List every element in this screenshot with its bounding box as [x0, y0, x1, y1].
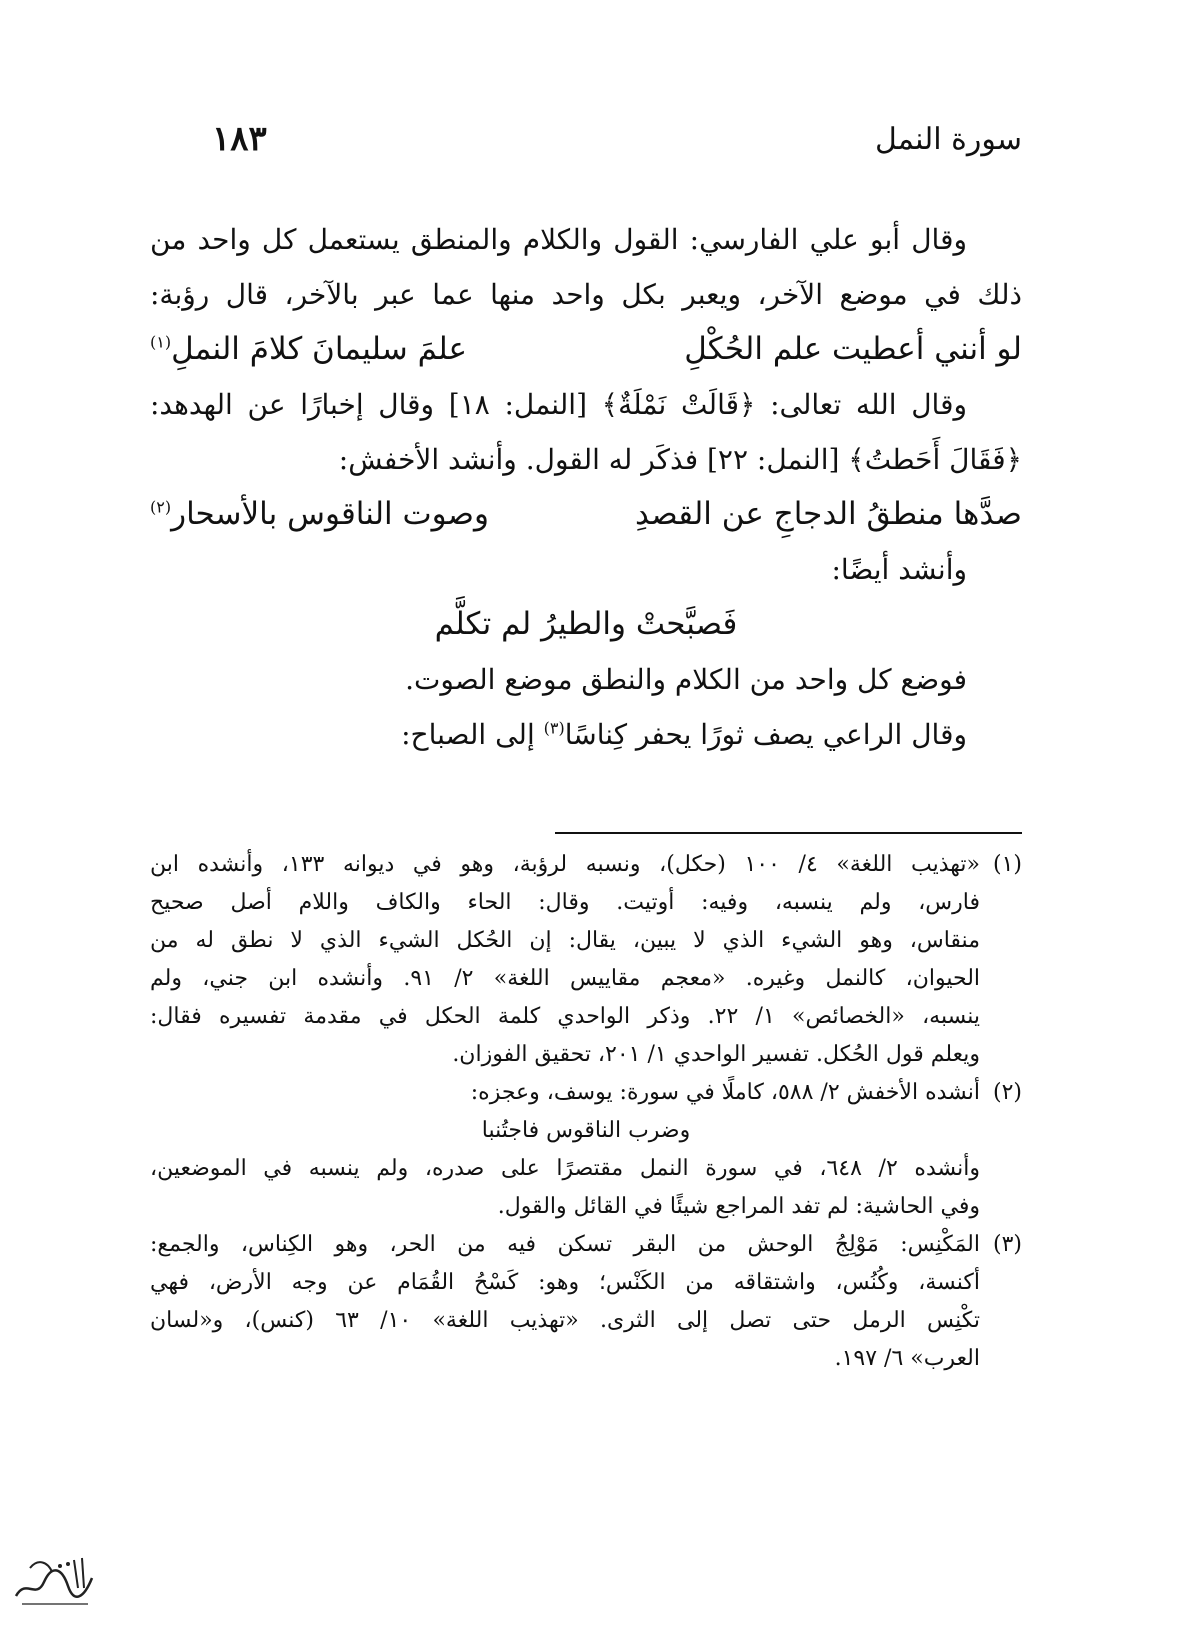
footnote-text: «تهذيب اللغة» ٤/ ١٠٠ (حكل)، ونسبه لرؤبة، وهو في ديوانه ١٣٣، وأنشده ابن — [150, 852, 981, 877]
footnote-line: منقاس، وهو الشيء الذي لا يبين، يقال: إن الحُكل الشيء الذي لا نطق له من — [150, 928, 980, 953]
footnote-line — [150, 1226, 1022, 1264]
paragraph-line: وقال أبو علي الفارسي: القول والكلام والمنطق يستعمل كل واحد من — [150, 223, 967, 256]
footnote-line: العرب» ٦/ ١٩٧. — [834, 1346, 980, 1371]
paragraph-line: وأنشد أيضًا: — [831, 553, 967, 586]
footnote-line: الحيوان، كالنمل وغيره. «معجم مقاييس اللغة» ٢/ ٩١. وأنشده ابن جني، ولم — [150, 966, 981, 991]
footnote-ref: (٢) — [150, 497, 172, 517]
poetry-verse: فَصبَّحتْ والطيرُ لم تكلَّم — [434, 606, 738, 642]
footnote-line: أكنسة، وكُنُس، واشتقاقه من الكَنْس؛ وهو: كَسْحُ القُمَام عن وجه الأرض، فهي — [150, 1270, 980, 1295]
verse-second-hemistich — [150, 322, 467, 377]
footnote-line: ينسبه، «الخصائص» ١/ ٢٢. وذكر الواحدي كلمة الحكل في مقدمة تفسيره فقال: — [150, 1004, 981, 1029]
paragraph-line: ذلك في موضع الآخر، ويعبر بكل واحد منها عما عبر بالآخر، قال رؤبة: — [150, 278, 1022, 311]
footnote-text: المَكْنِس: مَوْلِجُ الوحش من البقر تسكن فيه من الحر، وهو الكِناس، والجمع: — [150, 1232, 980, 1257]
poetry-verse — [150, 487, 1022, 542]
footnote-ref: (٣) — [543, 718, 565, 738]
paragraph-line: وقال الله تعالى: ﴿قَالَتْ نَمْلَةٌ﴾ [النمل: ١٨] وقال إخبارًا عن الهدهد: — [150, 388, 967, 421]
verse-second-hemistich — [150, 487, 489, 542]
verse-first-hemistich: صدَّها منطقُ الدجاجِ عن القصدِ — [635, 496, 1022, 532]
poetry-verse — [150, 322, 1022, 377]
publisher-logo-icon — [8, 1548, 98, 1618]
verse-first-hemistich: لو أنني أعطيت علم الحُكْلِ — [684, 331, 1022, 367]
verse-text: علمَ سليمانَ كلامَ النملِ — [171, 331, 468, 367]
verse-text: وصوت الناقوس بالأسحار — [171, 496, 489, 532]
footnote-line: ويعلم قول الحُكل. تفسير الواحدي ١/ ٢٠١، تحقيق الفوزان. — [452, 1042, 980, 1067]
page-header — [200, 120, 1022, 170]
footnote-number: (٢) — [992, 1080, 1022, 1105]
footnote-number: (١) — [993, 852, 1023, 877]
footnote-line — [150, 846, 1022, 884]
footnote-verse: وضرب الناقوس فاجتُنبا — [481, 1118, 691, 1143]
paragraph-line: فوضع كل واحد من الكلام والنطق موضع الصوت. — [405, 663, 967, 696]
footnote-line: تكْنِس الرمل حتى تصل إلى الثرى. «تهذيب اللغة» ١٠/ ٦٣ (كنس)، و«لسان — [150, 1308, 981, 1333]
line-text: إلى الصباح: — [401, 718, 544, 751]
page-number: ١٨٣ — [212, 119, 267, 159]
footnote-separator — [555, 832, 1022, 834]
footnote-line: وفي الحاشية: لم تفد المراجع شيئًا في القائل والقول. — [497, 1194, 980, 1219]
footnote-line — [150, 1074, 1022, 1112]
main-text — [150, 212, 1022, 762]
line-text: وقال الراعي يصف ثورًا يحفر كِناسًا — [564, 718, 967, 751]
paragraph-line — [150, 707, 1022, 762]
footnote-line: وأنشده ٢/ ٦٤٨، في سورة النمل مقتصرًا على صدره، ولم ينسبه في الموضعين، — [150, 1156, 980, 1181]
paragraph-line: ﴿فَقَالَ أَحَطتُ﴾ [النمل: ٢٢] فذكَر له القول. وأنشد الأخفش: — [338, 443, 1022, 476]
footnotes — [150, 846, 1022, 1378]
footnote-ref: (١) — [150, 332, 172, 352]
footnote-text: أنشده الأخفش ٢/ ٥٨٨، كاملًا في سورة: يوسف، وعجزه: — [470, 1080, 980, 1105]
footnote-number: (٣) — [992, 1232, 1022, 1257]
surah-title: سورة النمل — [875, 122, 1022, 157]
footnote-line: فارس، ولم ينسبه، وفيه: أوتيت. وقال: الحاء والكاف واللام أصل صحيح — [150, 890, 980, 915]
